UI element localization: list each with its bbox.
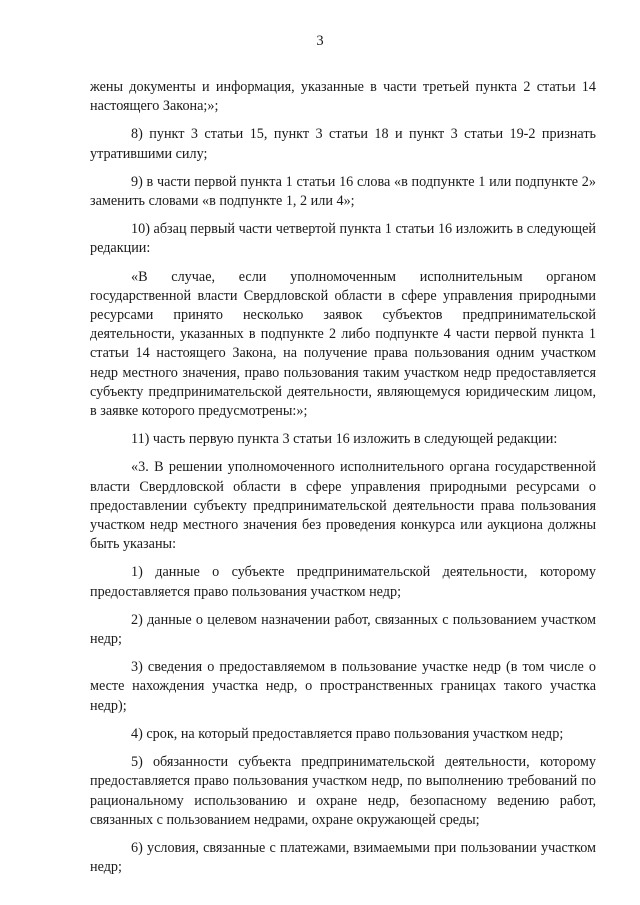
paragraph-quote-new-wording: «В случае, если уполномоченным исполнительным органом государственной власти Свердловской области в сфере управления природными ресурсами принято несколько заявок субъектов предпринимательской деятельности, указанных в подпункте 2 либо подпункте 4 части первой пункта 1 статьи 14 настоящего Закона, на получение права пользования одним участком недр местного значения, право пользования таким участком недр предоставляется субъекту предпринимательской деятельности, являющемуся юридическим лицом, в заявке которого предусмотрены:»; — [90, 268, 596, 420]
paragraph-item-10: 10) абзац первый части четвертой пункта 1 статьи 16 изложить в следующей редакции: — [90, 221, 596, 257]
paragraph-item-11: 11) часть первую пункта 3 статьи 16 изложить в следующей редакции: — [131, 431, 558, 448]
page-number: 3 — [316, 33, 324, 49]
paragraph-subitem-1: 1) данные о субъекте предпринимательской деятельности, которому предоставляется право пользования участком недр; — [90, 564, 596, 600]
paragraph-item-9: 9) в части первой пункта 1 статьи 16 слова «в подпункте 1 или подпункте 2» заменить словами «в подпункте 1, 2 или 4»; — [90, 173, 596, 210]
paragraph-subitem-2: 2) данные о целевом назначении работ, связанных с пользованием участком недр; — [90, 611, 596, 648]
paragraph-subitem-4: 4) срок, на который предоставляется право пользования участком недр; — [131, 725, 564, 742]
paragraph-item-8: 8) пункт 3 статьи 15, пункт 3 статьи 18 и пункт 3 статьи 19-2 признать утратившими силу; — [90, 126, 596, 162]
paragraph-quote-section-3: «3. В решении уполномоченного исполнительного органа государственной власти Свердловской области в сфере управления природными ресурсами о предоставлении субъекту предпринимательской деятельности права пользования участком недр местного значения без проведения конкурса или аукциона должны быть указаны: — [90, 459, 596, 553]
paragraph-subitem-5: 5) обязанности субъекта предпринимательской деятельности, которому предоставляется право пользования участком недр, по выполнению требований по рациональному использованию и охране недр, безопасному ведению работ, связанных с пользованием недрами, охране окружающей среды; — [90, 754, 596, 828]
paragraph-subitem-3: 3) сведения о предоставляемом в пользование участке недр (в том числе о месте нахождения участка недр, о пространственных границах такого участка недр); — [90, 659, 596, 714]
document-body — [90, 78, 596, 886]
paragraph-subitem-6: 6) условия, связанные с платежами, взимаемыми при пользовании участком недр; — [90, 839, 596, 876]
paragraph-continuation: жены документы и информация, указанные в части третьей пункта 2 статьи 14 настоящего Закона;»; — [90, 79, 596, 115]
